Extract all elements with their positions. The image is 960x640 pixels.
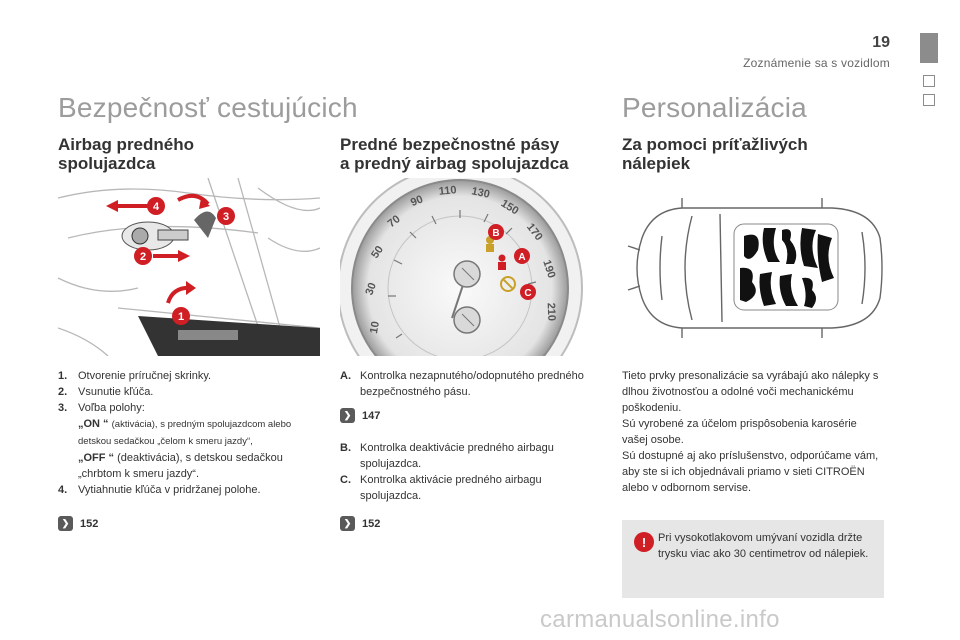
- paragraph: Sú vyrobené za účelom prispôsobenia karosérie vašej osobe.: [622, 418, 857, 446]
- belts-heading-line2: a predný airbag spolujazdca: [340, 154, 569, 173]
- section-title-personalization: Personalizácia: [622, 92, 807, 123]
- speedometer-illustration: [340, 178, 602, 356]
- step-number: 2.: [58, 386, 68, 398]
- step-number: 4.: [58, 484, 68, 496]
- page-reference[interactable]: [58, 516, 98, 531]
- speed-label: 130: [470, 185, 491, 201]
- step-text: Vsunutie kľúča.: [78, 386, 154, 398]
- chapter-tab-active: [920, 33, 938, 63]
- item-text: Kontrolka nezapnutého/odopnutého predného bezpečnostného pásu.: [360, 370, 584, 398]
- paragraph: Sú dostupné aj ako príslušenstvo, odporúčame vám, aby ste si ich objednávali priamo v sieti CITROËN alebo v odbornom servise.: [622, 450, 879, 494]
- list-item: [58, 400, 320, 482]
- personalization-text: [622, 368, 884, 496]
- warning-icon: !: [634, 532, 654, 552]
- speed-label: 10: [368, 320, 383, 335]
- chapter-tab: [923, 75, 935, 87]
- off-text: (deaktivácia), s detskou sedačkou „chrbtom k smeru jazdy“.: [78, 452, 283, 480]
- step-number: 3.: [58, 402, 68, 414]
- speed-label: 30: [363, 281, 379, 297]
- belts-heading-line1: Predné bezpečnostné pásy: [340, 135, 560, 154]
- speed-label: 150: [498, 197, 521, 218]
- speed-label: 90: [408, 193, 425, 210]
- stickers-heading-line2: nálepiek: [622, 154, 691, 173]
- warning-text: Pri vysokotlakovom umývaní vozidla držte trysku viac ako 30 centimetrov od nálepiek.: [658, 532, 869, 560]
- speed-label: 170: [523, 221, 545, 244]
- reference-arrow-icon: ❯: [58, 516, 73, 531]
- airbag-heading-line1: Airbag predného: [58, 135, 195, 154]
- car-sticker-illustration: [622, 178, 884, 356]
- list-item: [58, 368, 320, 384]
- on-text: (aktivácia), s predným spolujazdcom alebo detskou sedačkou „čelom k smeru jazdy“,: [78, 419, 292, 447]
- belts-items: [340, 368, 602, 400]
- callout-2: 2: [139, 251, 147, 263]
- glovebox-illustration: [58, 178, 320, 356]
- callout-1: 1: [177, 311, 185, 323]
- step-text: [78, 400, 320, 482]
- speed-label: 190: [540, 258, 558, 280]
- step-number: 1.: [58, 370, 68, 382]
- reference-arrow-icon: ❯: [340, 516, 355, 531]
- off-label: „OFF “: [78, 452, 115, 464]
- item-label: A.: [340, 370, 351, 382]
- warning-note: [622, 520, 884, 598]
- callout-3: 3: [222, 211, 230, 223]
- reference-page: 152: [80, 517, 99, 530]
- callout-c: C: [524, 288, 532, 299]
- list-item: [340, 472, 602, 504]
- reference-arrow-icon: ❯: [340, 408, 355, 423]
- airbag-steps: [58, 368, 320, 498]
- list-item: [340, 368, 602, 400]
- step-text: Otvorenie príručnej skrinky.: [78, 370, 212, 382]
- page-number: 19: [872, 34, 890, 51]
- list-item: [340, 440, 602, 472]
- section-title-safety: Bezpečnosť cestujúcich: [58, 92, 358, 123]
- speed-label: 50: [369, 243, 386, 261]
- item-text: Kontrolka aktivácie predného airbagu spolujazdca.: [360, 474, 542, 502]
- watermark: carmanualsonline.info: [540, 606, 780, 633]
- list-item: [58, 384, 320, 400]
- speed-label: 210: [544, 302, 558, 322]
- item-text: Kontrolka deaktivácie predného airbagu spolujazdca.: [360, 442, 554, 470]
- speed-label: 110: [438, 184, 458, 198]
- reference-page: 152: [362, 517, 381, 530]
- step-text: Vytiahnutie kľúča v pridržanej polohe.: [78, 484, 261, 496]
- reference-page: 147: [362, 409, 381, 422]
- airbag-heading-line2: spolujazdca: [58, 154, 156, 173]
- step-text-main: Voľba polohy:: [78, 402, 145, 414]
- callout-4: 4: [152, 201, 160, 213]
- callout-a: A: [518, 252, 526, 263]
- chapter-title: Zoznámenie sa s vozidlom: [743, 56, 890, 70]
- airbag-heading: [58, 135, 278, 173]
- page-reference[interactable]: [340, 408, 380, 423]
- paragraph: Tieto prvky presonalizácie sa vyrábajú ako nálepky s dlhou životnosťou a odolné voči mechanickému poškodeniu.: [622, 370, 879, 414]
- chapter-tab: [923, 94, 935, 106]
- on-label: „ON “: [78, 418, 109, 430]
- page-reference[interactable]: [340, 516, 380, 531]
- stickers-heading-line1: Za pomoci príťažlivých: [622, 135, 808, 154]
- callout-b: B: [492, 228, 500, 239]
- stickers-heading: [622, 135, 892, 173]
- item-label: C.: [340, 474, 351, 486]
- belts-heading: [340, 135, 610, 173]
- speed-label: 70: [385, 213, 403, 231]
- belts-items-bc: [340, 440, 602, 504]
- item-label: B.: [340, 442, 351, 454]
- list-item: [58, 482, 320, 498]
